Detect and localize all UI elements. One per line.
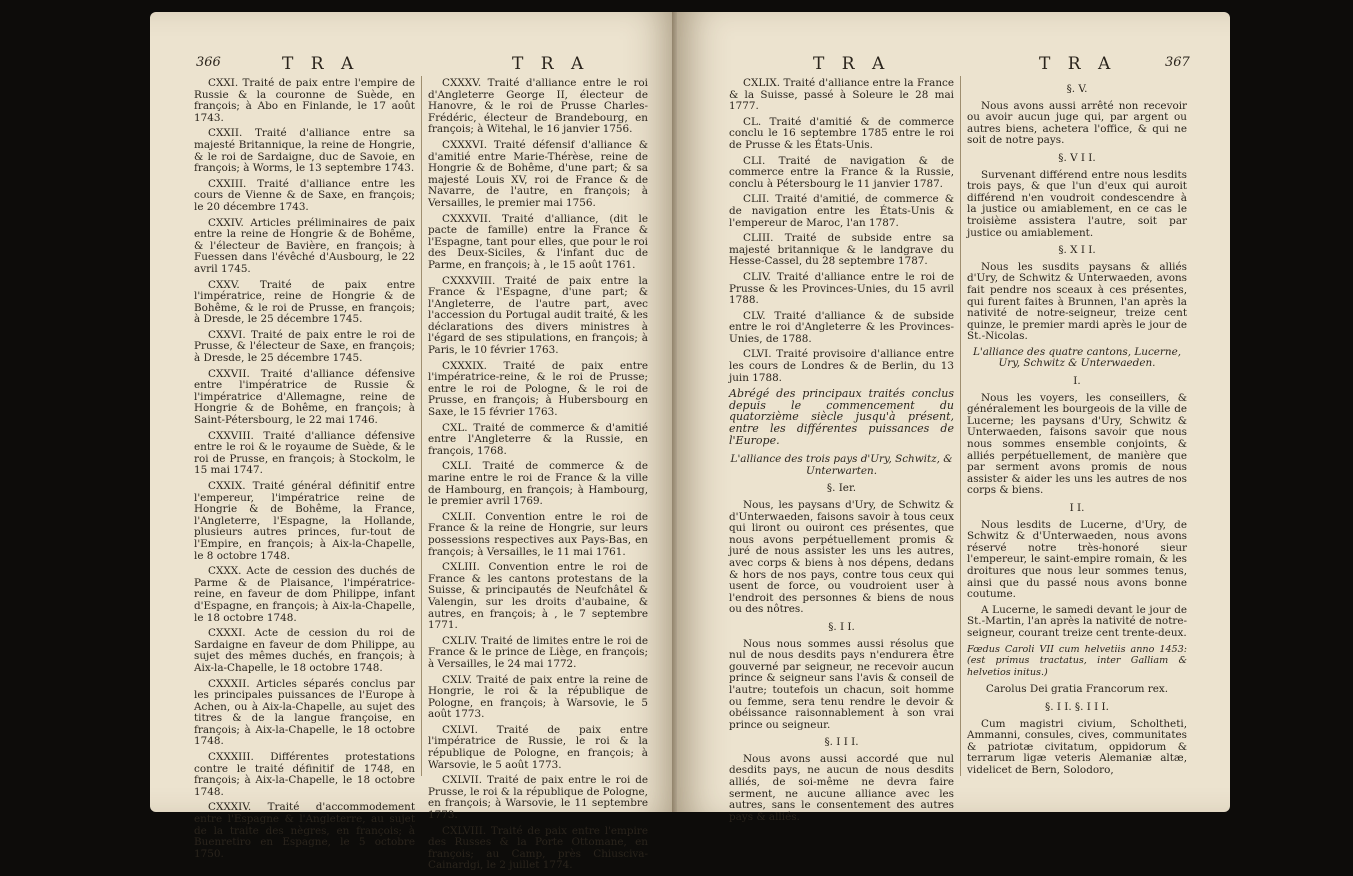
treaty-entry: CXLIV. Traité de limites entre le roi de France & le prince de Liège, en françois; à Versailles, le 24 mai 1772. bbox=[428, 634, 648, 670]
treaty-entry: CXXIX. Traité général définitif entre l'empereur, l'impératrice reine de Hongrie & de Bohême, la France, l'Angleterre, l'Espagne, la Hollande, plusieurs autres princes, fur-tout de l'Empire, en françois; à Aix-la-Chapelle, le 8 octobre 1748. bbox=[194, 480, 415, 562]
section-1: §. Ier. bbox=[826, 482, 857, 495]
running-header-right-2: T R A bbox=[1039, 54, 1117, 74]
section-2: §. I I. bbox=[828, 620, 855, 633]
treaty-entry: CLIII. Traité de subside entre sa majesté britannique & le landgrave du Hesse-Cassel, du 28 septembre 1787. bbox=[729, 232, 954, 268]
treaty-entry: CXXXIX. Traité de paix entre l'impératrice-reine, & le roi de Prusse; entre le roi de Pologne, & le roi de Prusse, en françois; à Hubersbourg en Saxe, le 15 février 1763. bbox=[428, 359, 648, 419]
left-column-2 bbox=[428, 78, 648, 876]
carolus-line: Carolus Dei gratia Francorum rex. bbox=[985, 683, 1169, 696]
treaty-entry: CLI. Traité de navigation & de commerce entre la France & la Russie, conclu à Pétersbourg le 11 janvier 1787. bbox=[729, 154, 954, 190]
left-column-1 bbox=[194, 78, 415, 864]
right-column-2 bbox=[967, 78, 1187, 780]
column-rule-left bbox=[421, 76, 422, 776]
treaty-entry: CXXXVIII. Traité de paix entre la France & l'Espagne, d'une part; & l'Angleterre, de l'autre part, avec l'accession du Portugal audit traité, & les déclarations des divers ministres à l'égard de ses stipulations, en françois; à Paris, le 10 février 1763. bbox=[428, 274, 648, 357]
paragraph: Nous nous sommes aussi résolus que nul de nous desdits pays n'endurera être gouverné par seigneur, ne recevoir aucun prince & seigneur sans l'avis & conseil de l'autre; toutefois un chacun, soit homme ou femme, sera tenu rendre le devoir & obéissance raisonnablement à son vrai prince ou seigneur. bbox=[729, 637, 954, 731]
right-page bbox=[677, 12, 1230, 823]
treaty-entry: CLIV. Traité d'alliance entre le roi de Prusse & les Provinces-Unies, du 15 avril 1788. bbox=[729, 270, 954, 307]
section-vii: §. V I I. bbox=[1058, 151, 1096, 164]
treaty-entry: CXXX. Acte de cession des duchés de Parme & de Plaisance, l'impératrice-reine, en faveur de dom Philippe, infant d'Espagne, en françois; à Aix-la-Chapelle, le 18 octobre 1748. bbox=[194, 565, 415, 624]
page-number-left: 366 bbox=[196, 55, 221, 70]
left-page bbox=[150, 12, 677, 872]
paragraph: Cum magistri civium, Scholtheti, Ammanni, consules, cives, communitates & patriotæ civitatum, oppidorum & terrarum ligæ veteris Alemaniæ altæ, videlicet de Bern, Solodoro, bbox=[967, 717, 1187, 776]
treaty-entry: CXXXVI. Traité défensif d'alliance & d'amitié entre Marie-Thérèse, reine de Hongrie & de Bohême, d'une part; & sa majesté Louis XV, roi de France & de Navarre, de l'autre, en françois; à Versailles, le premier mai 1756. bbox=[428, 138, 648, 209]
treaty-entry: CXXXIII. Différentes protestations contre le traité définitif de 1748, en françois; à Aix-la-Chapelle, le 18 octobre 1748. bbox=[194, 751, 415, 798]
alliance-subheading: L'alliance des trois pays d'Ury, Schwitz, & Unterwarten. bbox=[730, 453, 953, 477]
treaty-entry: CLII. Traité d'amitié, de commerce & de navigation entre les États-Unis & l'empereur de Maroc, l'an 1787. bbox=[729, 193, 954, 229]
running-header-left-1: T R A bbox=[282, 54, 360, 74]
column-rule-right bbox=[960, 76, 961, 776]
treaty-entry: CXXIV. Articles préliminaires de paix entre la reine de Hongrie & de Bohême, & l'électeur de Bavière, en françois; à Fuessen dans l'évêché d'Ausbourg, le 22 avril 1745. bbox=[194, 216, 415, 275]
paragraph: Nous lesdits de Lucerne, d'Ury, de Schwitz & d'Unterwaeden, nous avons réservé notre très-honoré sieur l'empereur, le saint-empire romain, & les droitures que nous leur sommes tenus, ainsi que du passé nous avons bonne coutume. bbox=[967, 518, 1187, 601]
treaty-entry: CXLIII. Convention entre le roi de France & les cantons protestans de la Suisse, & principautés de Neufchâtel & Valengin, sur les droits d'aubaine, & autres, en françois; à , le 7 septembre 1771. bbox=[428, 561, 648, 632]
section-heading: Abrégé des principaux traités conclus depuis le commencement du quatorzième siècle jusqu'à présent, entre les différentes puissances de l'Europe. bbox=[729, 387, 954, 447]
section-3: §. I I I. bbox=[824, 736, 859, 749]
treaty-entry: CXXXV. Traité d'alliance entre le roi d'Angleterre George II, électeur de Hanovre, & le roi de Prusse Charles-Frédéric, électeur de Brandebourg, en françois; à Witehal, le 16 janvier 1756. bbox=[428, 77, 648, 136]
paragraph: Nous les voyers, les conseillers, & généralement les bourgeois de la ville de Lucerne; les paysans d'Ury, Schwitz & Unterwaeden, faisons savoir que nous nous sommes ensemble conjoints, & alliés perpétuellement, de manière que par serment avons promis de nous assister & aider les uns les autres de nos corps & biens. bbox=[967, 391, 1187, 497]
alliance-subheading-2: L'alliance des quatre cantons, Lucerne, Ury, Schwitz & Unterwaeden. bbox=[972, 345, 1182, 370]
paragraph: Nous, les paysans d'Ury, de Schwitz & d'Unterwaeden, faisons savoir à tous ceux qui liront ou ouiront ces présentes, que nous avons perpétuellement promis & juré de nous assister les uns les autres, avec corps & biens à nos dépens, dedans & hors de nos pays, contre tous ceux qui usent de force, ou voudroient user à l'endroit des personnes & biens de nous ou des nôtres. bbox=[729, 499, 954, 616]
section-i: I. bbox=[1073, 375, 1081, 388]
treaty-entry: CXLIX. Traité d'alliance entre la France & la Suisse, passé à Soleure le 28 mai 1777. bbox=[729, 77, 954, 113]
treaty-entry: CXLII. Convention entre le roi de France & la reine de Hongrie, sur leurs possessions respectives aux Pays-Bas, en françois; à Versailles, le 11 mai 1761. bbox=[428, 510, 648, 558]
treaty-entry: CXXVIII. Traité d'alliance défensive entre le roi & le royaume de Suède, & le roi de Prusse, en françois; à Stockolm, le 15 mai 1747. bbox=[194, 429, 415, 477]
running-header-right-1: T R A bbox=[813, 54, 891, 74]
treaty-entry: CXXVI. Traité de paix entre le roi de Prusse, & l'électeur de Saxe, en françois; à Dresde, le 25 décembre 1745. bbox=[194, 328, 415, 365]
section-v: §. V. bbox=[1066, 83, 1088, 95]
treaty-entry: CXXII. Traité d'alliance entre sa majesté Britannique, la reine de Hongrie, & le roi de Sardaigne, duc de Savoie, en françois; à Worms, le 13 septembre 1743. bbox=[194, 127, 415, 175]
treaty-entry: CXXI. Traité de paix entre l'empire de Russie & la couronne de Suède, en françois; à Abo en Finlande, le 17 août 1743. bbox=[194, 77, 415, 124]
section-last: §. I I. §. I I I. bbox=[1045, 700, 1109, 713]
latin-note: Fœdus Caroli VII cum helvetiis anno 1453: (est primus tractatus, inter Galliam & helvetios initus.) bbox=[967, 643, 1187, 678]
treaty-entry: CXXVII. Traité d'alliance défensive entre l'impératrice de Russie & l'impératrice d'Allemagne, reine de Hongrie & de Bohême, en françois; à Saint-Pétersbourg, le 22 mai 1746. bbox=[194, 367, 415, 427]
section-xii: §. X I I. bbox=[1058, 244, 1096, 257]
treaty-entry: CXLVIII. Traité de paix entre l'empire des Russes & la Porte Ottomane, en françois; au Camp, près Chiusciva-Cainardgi, le 2 juillet 1774. bbox=[428, 824, 648, 872]
paragraph: Nous les susdits paysans & alliés d'Ury, de Schwitz & Unterwaeden, avons fait pendre nos sceaux à ces présentes, qui furent faites à Brunnen, l'an après la nativité de notre-seigneur, treize cent quinze, le premier mardi après le jour de St.-Nicolas. bbox=[967, 260, 1187, 343]
paragraph: Survenant différend entre nous lesdits trois pays, & que l'un d'eux qui auroit différend n'en voudroit condescendre à la justice ou amiablement, en ce cas le troisième assistera l'autre, soit par justice ou amiablement. bbox=[967, 168, 1187, 239]
treaty-entry: CXXV. Traité de paix entre l'impératrice, reine de Hongrie & de Bohême, & le roi de Prusse, en françois; à Dresde, le 25 décembre 1745. bbox=[194, 278, 415, 326]
running-header-left-2: T R A bbox=[512, 54, 590, 74]
page-number-right: 367 bbox=[1165, 55, 1190, 70]
treaty-entry: CXXXVII. Traité d'alliance, (dit le pacte de famille) entre la France & l'Espagne, tant pour elles, que pour le roi des Deux-Siciles, & l'infant duc de Parme, en françois; à , le 15 août 1761. bbox=[428, 212, 648, 271]
treaty-entry: CXXXII. Articles séparés conclus par les principales puissances de l'Europe à Achen, ou à Aix-la-Chapelle, au sujet des titres & de la langue françoise, en françois; à Aix-la-Chapelle, le 18 octobre 1748. bbox=[194, 677, 415, 748]
treaty-entry: CXLVII. Traité de paix entre le roi de Prusse, le roi & la république de Pologne, en françois; à Warsovie, le 11 septembre 1773. bbox=[428, 774, 648, 822]
treaty-entry: CXLVI. Traité de paix entre l'impératrice de Russie, le roi & la république de Pologne, en françois; à Warsovie, le 5 août 1773. bbox=[428, 723, 648, 771]
treaty-entry: CXXIII. Traité d'alliance entre les cours de Vienne & de Saxe, en françois; le 20 décembre 1743. bbox=[194, 177, 415, 213]
treaty-entry: CXXXI. Acte de cession du roi de Sardaigne en faveur de dom Philippe, au sujet des mêmes duchés, en françois; à Aix-la-Chapelle, le 18 octobre 1748. bbox=[194, 627, 415, 674]
paragraph: Nous avons aussi arrêté non recevoir ou avoir aucun juge qui, par argent ou autres biens, achetera l'office, & qui ne soit de notre pays. bbox=[967, 99, 1187, 147]
treaty-entry: CXLV. Traité de paix entre la reine de Hongrie, le roi & la république de Pologne, en françois; à Warsovie, le 5 août 1773. bbox=[428, 673, 648, 721]
section-ii: I I. bbox=[1069, 502, 1085, 514]
treaty-entry: CLV. Traité d'alliance & de subside entre le roi d'Angleterre & les Provinces-Unies, de 1788. bbox=[729, 309, 954, 345]
paragraph: Nous avons aussi accordé que nul desdits pays, ne aucun de nous desdits alliés, de soi-même ne devra faire serment, ne aucune alliance avec les autres, sans le consentement des autres pays & alliés. bbox=[729, 752, 954, 823]
treaty-entry: CXLI. Traité de commerce & de marine entre le roi de France & la ville de Hambourg, en françois; à Hambourg, le premier avril 1769. bbox=[428, 460, 648, 508]
treaty-entry: CXXXIV. Traité d'accommodement entre l'Espagne & l'Angleterre, au sujet de la traite des nègres, en françois; à Buenretiro en Espagne, le 5 octobre 1750. bbox=[194, 801, 415, 860]
treaty-entry: CXL. Traité de commerce & d'amitié entre l'Angleterre & la Russie, en françois, 1768. bbox=[428, 421, 648, 457]
right-column-1 bbox=[729, 78, 954, 827]
treaty-entry: CLVI. Traité provisoire d'alliance entre les cours de Londres & de Berlin, du 13 juin 1788. bbox=[729, 348, 954, 384]
paragraph: A Lucerne, le samedi devant le jour de St.-Martin, l'an après la nativité de notre-seigneur, courant treize cent trente-deux. bbox=[967, 603, 1187, 639]
treaty-entry: CL. Traité d'amitié & de commerce conclu le 16 septembre 1785 entre le roi de Prusse & les États-Unis. bbox=[729, 115, 954, 151]
